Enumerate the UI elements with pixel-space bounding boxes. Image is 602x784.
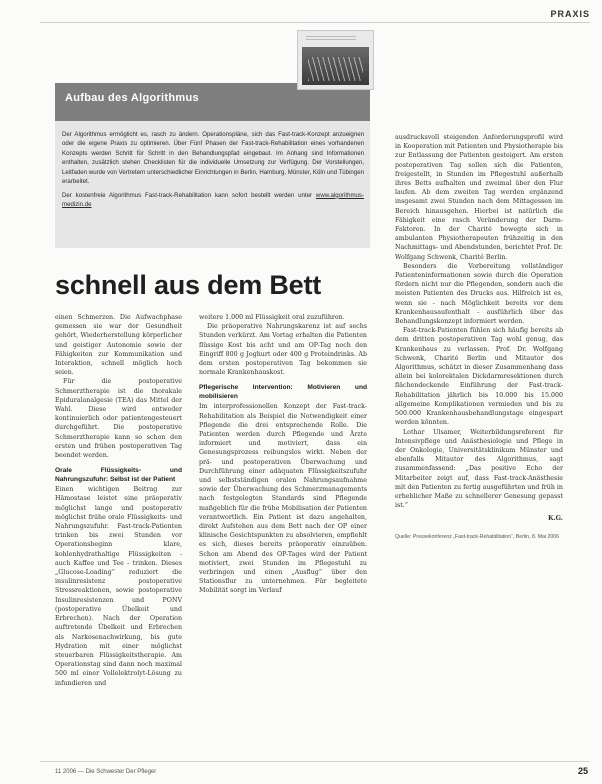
paragraph: weitere 1.000 ml Flüssigkeit oral zuzuführen.	[199, 314, 345, 321]
info-box-paragraph	[62, 191, 364, 210]
header-rule	[40, 22, 590, 23]
paragraph: Fast-track-Patienten fühlen sich häufig bereits ab dem dritten postoperativen Tag wohl genug, das Krankenhaus zu verlassen. Prof. Dr. Wolfgang Schwenk, Charité Berlin und Mitautor des Algorithmus, schätzt in dieser Zusammenhang dass allein bei kolorektalen Dickdarmresektionen durch flächendeckende Einführung der Fast-track-Rehabilitation jährlich bis 10.000 bis 15.000 allgemeine Komplikationen vermieden und bis zu 500.000 Krankenhausbehandlungstage eingespart werden könnten.	[395, 327, 563, 427]
section-label: PRAXIS	[550, 9, 590, 19]
info-box-paragraph: Der Algorithmus ermöglicht es, rasch zu ändern. Operationspläne, sich das Fast-track-Konzept anzueignen oder die eigene Praxis zu optimieren. Über Fünf Phasen der Fast-track-Rehabilitation eines vorhandenen Konzepts werden Schritt für Schritt in den Behandlungspfad eingebaut. Im Anhang sind Informationen enthalten, zusätzlich stehen Checklisten für die individuelle Umsetzung zur Verfügung. Der Vorstellungen, Leitfaden wurde von Vertretern unterschiedlicher Einrichtungen in Berlin, Hamburg, Münster, Köln und Tübingen erarbeitet.	[62, 131, 364, 186]
text-column-1	[55, 313, 182, 688]
paragraph: Die präoperative Nahrungskarenz ist auf sechs Stunden verkürzt. Am Vortag erhalten die Patienten flüssige Kost bis acht und am OP-Tag noch den Eingriff 800 g Joghurt oder 400 g Proteindrinks. Ab dem ersten postoperativen Tag bekommen sie normale Krankenhauskost.	[199, 323, 367, 377]
paragraph: Besonders die Vorbereitung vollständiger Patienteninformationen sowie durch die Operation fördern nicht nur die Pflegenden, sondern auch die meisten Patienten des Drucks aus. Hilfreich ist es, wenn sie - nach Möglichkeit bereits vor dem Krankenhausaufenthalt - ausführlich über das Behandlungskonzept informiert werden.	[395, 262, 563, 326]
paragraph: ausdrucksvoll steigenden Anforderungsprofil wird in Kooperation mit Patienten und Physiotherapie bis zur Entlassung der Patienten gesteigert. Am ersten postoperativen Tag sollen sich die Patienten, freigestellt, in Stunden im Pflegestuhl außerhalb ihres Betts aufhalten und zweimal über den Flur laufen. Ab dem zweiten Tag werden ergänzend insgesamt zwei Stunden nach dem Mittagessen im Bereich hinausgehen. Hierbei ist natürlich die Fähigkeit eine rasch Veränderung der Darm-Faktoren. In der Charité bewegte sich in ambulanten Physiotherapeuten frühzeitig in den Nachmittags- und Abendstunden, berichtet Prof. Dr. Wolfgang Schwenk, Charité Berlin.	[395, 134, 563, 261]
paragraph: Einen wichtigen Beitrag zur Hämostase leistet eine präoperativ möglichst lange und postoperativ möglichst frühe orale Flüssigkeits- und Nahrungszufuhr. Fast-track-Patienten trinken bis zwei Stunden vor Operationsbeginn klare, kohlenhydrathaltige Flüssigkeiten - auch Kaffee und Tee - trinken. Dieses „Glucose-Loading“ reduziert die insulinresistenz postoperative Stressreaktionen, sowie postoperative Insulinresistenzen und PONV (postoperative Übelkeit und Erbrechen). Nach der Operation auftretende Übelkeit und Erbrechen als Narkosenachwirkung, bis gute Hydration mit einer möglichst steuerbaren Flüssigkeitstherapie. Am Operationstag sind dann noch maximal 500 ml einer Vollelektrolyt-Lösung zu infundieren und	[55, 486, 182, 687]
info-box	[55, 83, 370, 248]
paragraph: Für die postoperative Schmerztherapie ist die thorakale Epiduralanalgesie (TEA) das Mittel der Wahl. Diese wird entweder kontinuierlich oder patientengesteuert durchgeführt. Die postoperative Schmerztherapie kann so schon den ersten und frühen postoperativen Tag beendet werden.	[55, 378, 182, 460]
brochure-thumbnail	[297, 30, 374, 90]
author-initials: K.G.	[547, 515, 563, 523]
thumbnail-pattern	[308, 57, 363, 81]
source-note: Quelle: Pressekonferenz „Fast-track-Rehabilitation“, Berlin, 8. Mai 2006	[395, 533, 560, 540]
info-box-order-text: Der kostenfreie Algorithmus Fast-track-Rehabilitation kann sofort bestellt werden unter	[62, 191, 313, 199]
subheading: Pflegerische Intervention: Motivieren und mobilisieren	[199, 384, 367, 401]
thumbnail-text-lines	[306, 36, 356, 42]
article-headline: schnell aus dem Bett	[55, 270, 322, 300]
paragraph: Lothar Ulsamer, Weiterbildungsreferent für Intensivpflege und Anästhesiologie und Pflege in der Onkologie, Universitätsklinikum Münster und ebenfalls Mitautor des Algorithmus, sagt zusammenfassend: „Das positive Echo der Mitarbeiter zeigt auf, dass Fast-track-Anästhesie mit den Patienten zu fertig ausgeführten und früh in erheblicher Maße zu schnellerer Genesung gepasst ist.“	[395, 428, 563, 510]
info-box-body	[62, 130, 364, 210]
paragraph: einen Schmerzen. Die Aufwachphase gemessen sie war der Gesundheit gehört, Wiederherstellung körperlicher und geistiger Autonomie sowie der Fähigkeiten zur Kommunikation und Interaktion, schnell möglich hoch seien.	[55, 314, 182, 377]
footer-rule	[40, 761, 590, 762]
text-column-2	[199, 313, 367, 596]
issue-info: 11 2006 — Die Schwester Der Pfleger	[55, 769, 157, 775]
page-number: 25	[577, 766, 588, 776]
info-box-title: Aufbau des Algorithmus	[65, 92, 199, 104]
paragraph: Im interprofessionellen Konzept der Fast-track-Rehabilitation als Beispiel die Notwendigkeit einer Pflegende die drei entsprechende Rolle. Die Patienten werden durch Pflegende und Ärzte informiert und motiviert, dass ein Genesungsprozess reibungslos wirkt. Neben der prä- und postoperativen Überwachung und Durchführung einer adäquaten Flüssigkeitszufuhr und selbstständigen oralen Nahrungsaufnahme sowie der Überwachung des Schmerzmanagements nach festgelegten Standards sind Pflegende maßgeblich für die frühe Mobilisation der Patienten verantwortlich. Ein Patient ist dazu angehalten, direkt Aufstehen aus dem Bett nach der OP einer klinische Gesichtspunkten zu absolvieren, empfiehlt es sich, dieses bereits präoperativ einzuüben. Schon am Abend des OP-Tages wird der Patient motiviert, zwei Stunden im Pflegestuhl zu verbringen und einen „Ausflug“ über den Stationsflur zu unternehmen. Für begleitete Mobilität sorgt im Verlauf	[199, 403, 367, 595]
order-link[interactable]: www.algorithmus-medizin.de	[62, 191, 365, 209]
subheading: Orale Flüssigkeits- und Nahrungszufuhr: Selbst ist der Patient	[55, 467, 182, 484]
text-column-3	[395, 133, 563, 541]
